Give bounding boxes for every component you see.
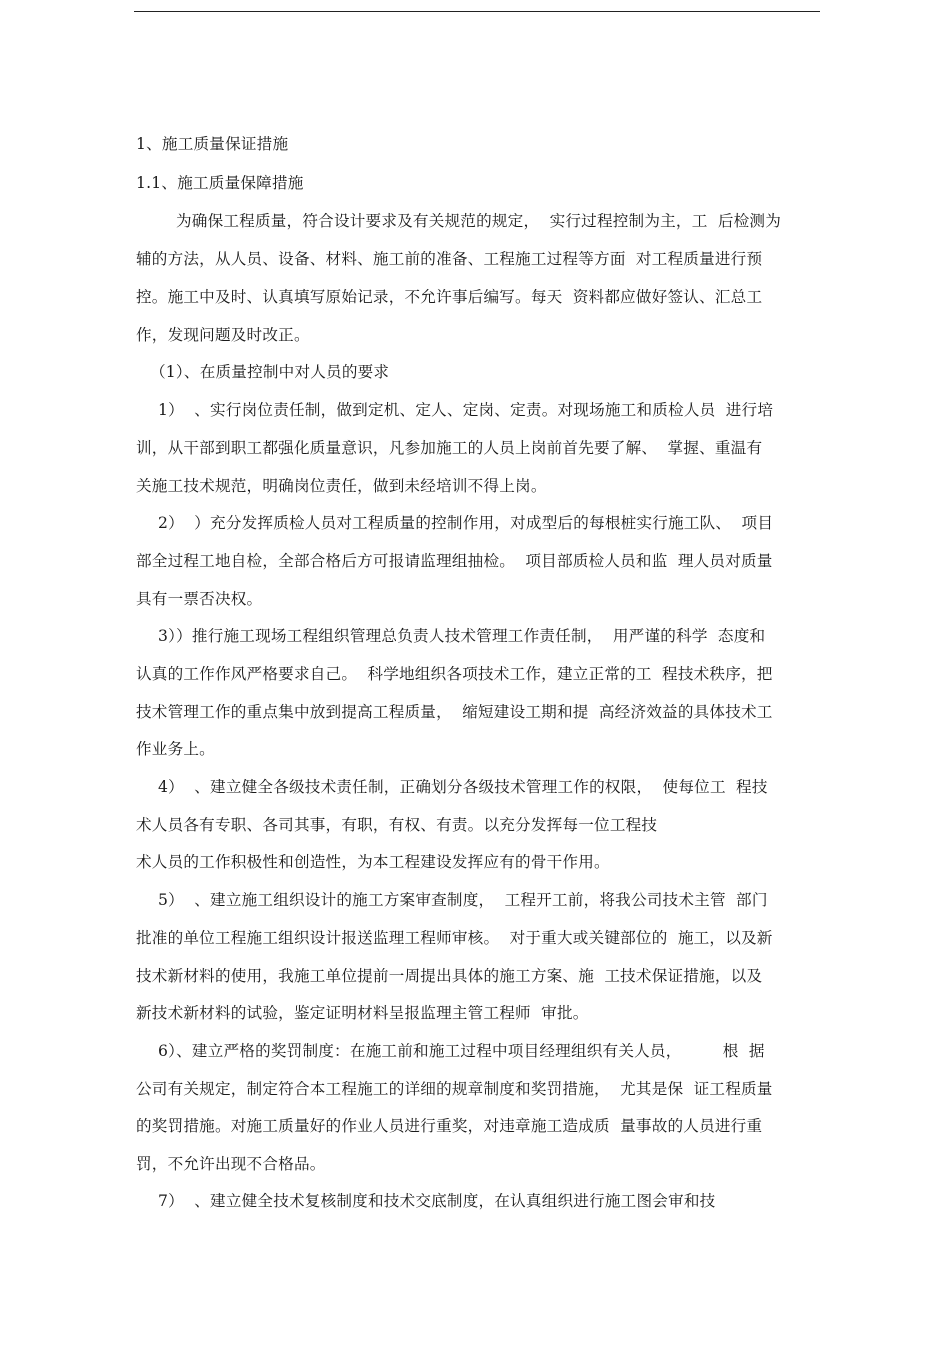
list-item-5-line: 技术新材料的使用，我施工单位提前一周提出具体的施工方案、施 工技术保证措施，以及 [136,967,763,985]
subsection-heading: 1.1、施工质量保障措施 [136,174,304,192]
list-item-6-line: 公司有关规定，制定符合本工程施工的详细的规章制度和奖罚措施， 尤其是保 证工程质量 [136,1080,773,1098]
list-item-4-line: 4） 、建立健全各级技术责任制，正确划分各级技术管理工作的权限， 使每位工 程技 [158,778,768,796]
header-rule [134,11,820,12]
list-item-4-line: 术人员各有专职、各司其事，有职，有权、有责。以充分发挥每一位工程技 [136,816,658,834]
paragraph-line: 作，发现问题及时改正。 [136,326,310,344]
list-item-6-line: 6）、建立严格的奖罚制度：在施工前和施工过程中项目经理组织有关人员， 根 据 [158,1042,765,1060]
list-item-5-line: 批准的单位工程施工组织设计报送监理工程师审核。 对于重大或关键部位的 施工，以及新 [136,929,773,947]
section-heading: 1、施工质量保证措施 [136,135,289,153]
list-item-2-line: 2） ）充分发挥质检人员对工程质量的控制作用，对成型后的每根桩实行施工队、 项目 [158,514,774,532]
list-item-7-line: 7） 、建立健全技术复核制度和技术交底制度，在认真组织进行施工图会审和技 [158,1192,716,1210]
list-item-3-line: 技术管理工作的重点集中放到提高工程质量， 缩短建设工期和提 高经济效益的具体技术工 [136,703,773,721]
paragraph-line: 为确保工程质量，符合设计要求及有关规范的规定， 实行过程控制为主，工 后检测为 [176,212,781,230]
list-item-5-line: 5） 、建立施工组织设计的施工方案审查制度， 工程开工前，将我公司技术主管 部门 [158,891,768,909]
list-item-2-line: 具有一票否决权。 [136,590,263,608]
paragraph-line: 控。施工中及时、认真填写原始记录，不允许事后编写。每天 资料都应做好签认、汇总工 [136,288,763,306]
list-item-3-line: 认真的工作作风严格要求自己。 科学地组织各项技术工作，建立正常的工 程技术秩序，把 [136,665,773,683]
list-item-6-line: 的奖罚措施。对施工质量好的作业人员进行重奖，对违章施工造成质 量事故的人员进行重 [136,1117,763,1135]
list-item-5-line: 新技术新材料的试验，鉴定证明材料呈报监理主管工程师 审批。 [136,1004,589,1022]
paragraph-line: 辅的方法，从人员、设备、材料、施工前的准备、工程施工过程等方面 对工程质量进行预 [136,250,763,268]
list-item-1-line: 关施工技术规范，明确岗位责任，做到未经培训不得上岗。 [136,477,547,495]
list-item-1-line: 1） 、实行岗位责任制，做到定机、定人、定岗、定责。对现场施工和质检人员 进行培 [158,401,774,419]
list-item-3-line: 3））推行施工现场工程组织管理总负责人技术管理工作责任制， 用严谨的科学 态度和 [158,627,766,645]
list-item-1-line: 训，从干部到职工都强化质量意识，凡参加施工的人员上岗前首先要了解、 掌握、重温有 [136,439,763,457]
list-item-2-line: 部全过程工地自检，全部合格后方可报请监理组抽检。 项目部质检人员和监 理人员对质量 [136,552,773,570]
list-item-3-line: 作业务上。 [136,740,215,758]
list-item-6-line: 罚，不允许出现不合格品。 [136,1155,326,1173]
list-heading: （1）、在质量控制中对人员的要求 [150,363,390,381]
list-item-4-line: 术人员的工作积极性和创造性，为本工程建设发挥应有的骨干作用。 [136,853,610,871]
